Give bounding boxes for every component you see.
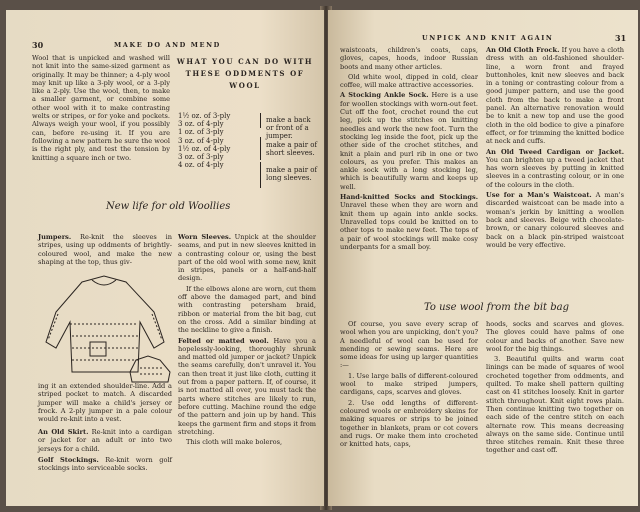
golf-title: Golf Stockings. bbox=[38, 456, 99, 464]
coffee-paragraph: Old white wool, dipped in cold, clear coffee, will make attractive accessories. bbox=[340, 72, 478, 90]
skirt-title: An Old Skirt. bbox=[38, 428, 89, 436]
table-row: 3 oz. of 4-ply bbox=[178, 136, 224, 145]
column-1 bbox=[340, 46, 478, 253]
table-row: 1 oz. of 3-ply bbox=[178, 128, 224, 137]
right-page bbox=[328, 10, 638, 506]
table-row: 3 oz. of 4-ply bbox=[178, 120, 224, 129]
column-1-lower bbox=[340, 320, 478, 450]
golf-paragraph: Golf Stockings. Re-knit worn golf stockings into serviceable socks. bbox=[38, 456, 172, 473]
elbows-paragraph: If the elbows alone are worn, cut them off above the damaged part, and bind with contrasting petersham braid, ribbon or material from the bit bag, cut on the cross. Add a similar binding at the neckline to give a finish. bbox=[178, 284, 316, 335]
ankle-sock-paragraph: A Stocking Ankle Sock. Here is a use for woollen stockings with worn-out feet. Cut off the foot, crochet round the cut leg, pick up the stitches on knitting needles and work the new foot. Turn the stocking leg inside the foot, pick up the other side of the crochet stitches, and knit a plain and purl rib in one or two colours, as you prefer. This makes an ankle sock with a long stocking leg, which is beautifully warm and keeps up well. bbox=[340, 91, 478, 191]
bracket bbox=[260, 113, 261, 128]
felted-title: Felted or matted wool. bbox=[178, 336, 269, 345]
cloth-frock-title: An Old Cloth Frock. bbox=[486, 46, 560, 54]
waistcoat-paragraph: Use for a Man's Waistcoat. A man's discarded waistcoat can be made into a woman's jerkin by knitting a woollen back and sleeves. Beige with chocolate-brown, or canary coloured sleeves and back on a black pin-striped waistcoat would be very effective. bbox=[486, 191, 624, 249]
table-note: make a back or front of a jumper. bbox=[266, 116, 311, 141]
worn-sleeves-title: Worn Sleeves. bbox=[178, 233, 232, 241]
page-number: 30 bbox=[32, 40, 44, 50]
list-item-continued: hoods, socks and scarves and gloves. The gloves could have palms of one colour and backs of another. Save new wool for the big things. bbox=[486, 320, 624, 353]
list-item: 3. Beautiful quilts and warm coat linings can be made of squares of wool crocheted together from oddments, and quilted. To make shell pattern quilting cast on 41 stitches loosely. Knit in garter stitch throughout. Knit eight rows plain. Then continue knitting two together on each side of the centre stitch on each alternate row. This means decreasing always on the same side. Continue until three stitches remain. Knit these three together and cast off. bbox=[486, 355, 624, 455]
section-heading: To use wool from the bit bag bbox=[424, 302, 570, 313]
jumpers-paragraph: Jumpers. Re-knit the sleeves in stripes, using up oddments of brightly-coloured wool, and make the new shaping at the top, thus giv- bbox=[38, 233, 172, 266]
bracket bbox=[260, 137, 261, 160]
jumpers-continued: ing it an extended shoulder-line. Add a striped pocket to match. A discarded jumper will make a child's jersey or frock. A 2-ply jumper in a pale colour would re-knit into a vest. bbox=[38, 382, 172, 424]
oddments-table bbox=[178, 112, 260, 169]
table-row: 3 oz. of 3-ply bbox=[178, 153, 224, 162]
ankle-sock-title: A Stocking Ankle Sock. bbox=[340, 91, 429, 100]
cloth-frock-paragraph: An Old Cloth Frock. If you have a cloth dress with an old-fashioned shoulder-line, a worn front and frayed buttonholes, knit new sleeves and back in a toning or contrasting colour from a good jumper pattern, and use the good cloth from the back to make a front panel. An alternative renovation would be to knit a new top and use the good cloth in the old bodice to give a pinafore effect, or for trimming the knitted bodice at neck and cuffs. bbox=[486, 46, 624, 146]
oddments-box-title: WHAT YOU CAN DO WITH THESE ODDMENTS OF WOOL bbox=[176, 57, 314, 90]
tweed-title: An Old Tweed Cardigan or Jacket. bbox=[486, 147, 624, 156]
jumper-illustration bbox=[36, 272, 174, 384]
list-item: 1. Use large balls of different-coloured wool to make striped jumpers, cardigans, caps, scarves and gloves. bbox=[340, 371, 478, 397]
column-2 bbox=[486, 46, 624, 251]
column-2-lower bbox=[486, 320, 624, 457]
running-head: MAKE DO AND MEND bbox=[114, 41, 221, 49]
table-note: make a pair of short sleeves. bbox=[266, 141, 318, 158]
bracket bbox=[260, 162, 261, 188]
hand-knitted-title: Hand-knitted Socks and Stockings. bbox=[340, 193, 478, 202]
table-note: make a pair of long sleeves. bbox=[266, 166, 318, 183]
tweed-paragraph: An Old Tweed Cardigan or Jacket. You can brighten up a tweed jacket that has worn sleeves by putting in knitted sleeves in a contrasting colour, or in one of the colours in the cloth. bbox=[486, 147, 624, 189]
section-heading: New life for old Woollies bbox=[106, 201, 231, 212]
running-head: UNPICK AND KNIT AGAIN bbox=[422, 34, 554, 42]
list-item: 2. Use odd lengths of different-coloured wools or embroidery skeins for making squares or strips to be joined together in blankets, pram or cot covers and rugs. Or make them into crocheted or knitted hats, caps, bbox=[340, 398, 478, 449]
page-number: 31 bbox=[615, 33, 627, 43]
worn-sleeves-paragraph: Worn Sleeves. Unpick at the shoulder seams, and put in new sleeves knitted in a contrasting colour or, using the best part of the old wool with some new, knit in stripes, panels or a half-and-half design. bbox=[178, 233, 316, 283]
table-row: 1½ oz. of 4-ply bbox=[178, 144, 231, 153]
waistcoat-title: Use for a Man's Waistcoat. bbox=[486, 191, 592, 200]
jumpers-title: Jumpers. bbox=[38, 233, 72, 241]
cloth-paragraph: This cloth will make boleros, bbox=[186, 438, 283, 447]
table-row: 4 oz. of 4-ply bbox=[178, 161, 224, 170]
hand-knitted-paragraph: Hand-knitted Socks and Stockings. Unravel these when they are worn and knit them up again into ankle socks. Unravelled tops could be knitted on to other tops to make new feet. The tops of a pair of wool stockings will make cosy underpants for a small boy. bbox=[340, 193, 478, 251]
intro-paragraph: Wool that is unpicked and washed will not knit into the same-sized garment as originally. It may be thinner; a 4-ply wool may knit up like a 3-ply wool, or a 3-ply like a 2-ply. Use the wool, then, to make a smaller garment, or combine some other wool with it to make contrasting welts or stripes, or for yoke and pockets. Always weigh your wool, if you possibly can, before re-using it. If you are following a new pattern be sure the wool is the right ply, and test the tension by knitting a square inch or two. bbox=[32, 54, 170, 162]
felted-paragraph: Felted or matted wool. Have you a hopelessly-looking, thoroughly shrunk and matted old jumper or jacket? Unpick the seams carefully, don't unravel it. You can then treat it just like cloth, cutting it out from a paper pattern. If, of course, it is not matted all over, you must tack the parts where stitches are likely to run, before cutting. Machine round the edge of the pattern and join up by hand. This keeps the garment firm and stops it from stretching. bbox=[178, 336, 316, 436]
skirt-paragraph: An Old Skirt. Re-knit into a cardigan or jacket for an adult or into two jerseys for a child. bbox=[38, 428, 172, 453]
right-column bbox=[178, 233, 316, 448]
left-page bbox=[6, 10, 324, 506]
table-row: 1½ oz. of 3-ply bbox=[178, 112, 231, 120]
bit-bag-intro: Of course, you save every scrap of wool when you are unpicking, don't you? A needleful of wool can be used for mending or sewing seams. Here are some ideas for using up larger quantities :— bbox=[340, 320, 478, 370]
intro-paragraph: waistcoats, children's coats, caps, gloves, capes, hoods, indoor Russian boots and many other articles. bbox=[340, 46, 478, 71]
